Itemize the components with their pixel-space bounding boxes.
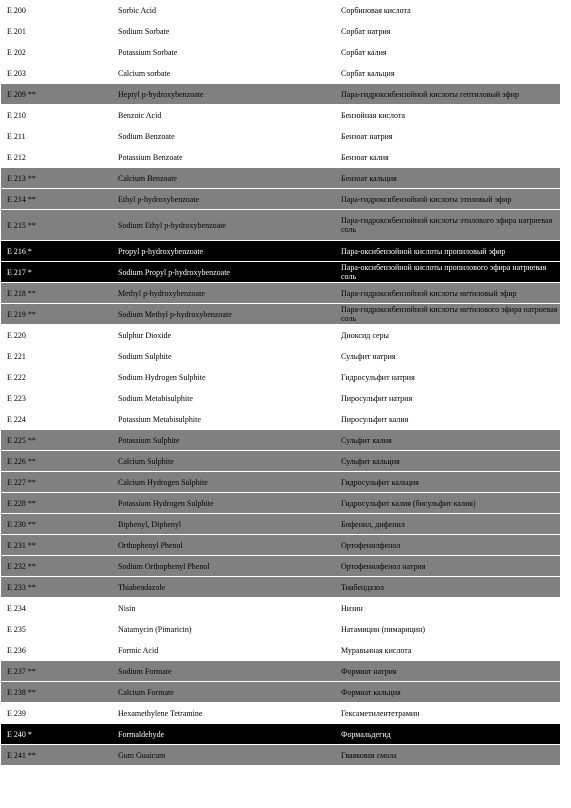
additive-name-ru-cell: Гидросульфит калия (бисульфит калия) — [335, 493, 560, 514]
additive-name-ru-cell: Пара-гидроксибензойной кислоты гептиловый эфир — [335, 84, 560, 105]
additive-code-cell: E 212 — [1, 147, 112, 168]
additive-code-cell: E 233 ** — [1, 577, 112, 598]
table-row — [1, 367, 560, 388]
additive-name-en-cell: Formic Acid — [112, 640, 335, 661]
additive-name-en-cell: Hexamethylene Tetramine — [112, 703, 335, 724]
additive-name-ru-cell: Формиат кальция — [335, 682, 560, 703]
additive-name-ru-cell: Пиросульфит натрия — [335, 388, 560, 409]
additive-name-en-cell: Benzoic Acid — [112, 105, 335, 126]
additive-name-en-cell: Ethyl p-hydroxybenzoate — [112, 189, 335, 210]
table-row — [1, 577, 560, 598]
table-row — [1, 325, 560, 346]
additive-code-cell: E 223 — [1, 388, 112, 409]
additive-name-en-cell: Potassium Sorbate — [112, 42, 335, 63]
additive-name-en-cell: Sodium Metabisulphite — [112, 388, 335, 409]
additive-code-cell: E 226 ** — [1, 451, 112, 472]
additive-name-ru-cell: Пара-гидроксибензойной кислоты метиловый эфир — [335, 283, 560, 304]
table-row — [1, 682, 560, 703]
table-row — [1, 451, 560, 472]
additive-code-cell: E 215 ** — [1, 210, 112, 241]
table-row — [1, 556, 560, 577]
additive-name-en-cell: Propyl p-hydroxybenzoate — [112, 241, 335, 262]
additive-name-en-cell: Methyl p-hydroxybenzoate — [112, 283, 335, 304]
table-row — [1, 126, 560, 147]
table-row — [1, 535, 560, 556]
additive-name-ru-cell: Гваяковая смола — [335, 745, 560, 766]
additive-name-en-cell: Biphenyl, Diphenyl — [112, 514, 335, 535]
additive-name-ru-cell: Гексаметилентетрамин — [335, 703, 560, 724]
table-row — [1, 0, 560, 21]
additive-name-ru-cell: Пара-оксибензойной кислоты пропилового эфира натриевая соль — [335, 262, 560, 283]
table-row — [1, 241, 560, 262]
table-row — [1, 430, 560, 451]
table-row — [1, 745, 560, 766]
additive-name-en-cell: Potassium Sulphite — [112, 430, 335, 451]
additive-code-cell: E 217 * — [1, 262, 112, 283]
additive-name-ru-cell: Бифенил, дифенил — [335, 514, 560, 535]
table-row — [1, 493, 560, 514]
additive-name-en-cell: Potassium Hydrogen Sulphite — [112, 493, 335, 514]
additive-code-cell: E 236 — [1, 640, 112, 661]
additive-code-cell: E 213 ** — [1, 168, 112, 189]
additive-code-cell: E 209 ** — [1, 84, 112, 105]
additive-name-ru-cell: Формальдегид — [335, 724, 560, 745]
table-row — [1, 63, 560, 84]
additive-code-cell: E 202 — [1, 42, 112, 63]
additive-name-en-cell: Natamycin (Pimaricin) — [112, 619, 335, 640]
additive-code-cell: E 222 — [1, 367, 112, 388]
additive-code-cell: E 216 * — [1, 241, 112, 262]
additive-code-cell: E 227 ** — [1, 472, 112, 493]
table-row — [1, 619, 560, 640]
table-row — [1, 168, 560, 189]
additive-code-cell: E 211 — [1, 126, 112, 147]
additive-code-cell: E 219 ** — [1, 304, 112, 325]
additive-name-ru-cell: Натамицин (пимарицин) — [335, 619, 560, 640]
additive-name-ru-cell: Сорбат натрия — [335, 21, 560, 42]
additive-code-cell: E 231 ** — [1, 535, 112, 556]
table-row — [1, 409, 560, 430]
additive-name-ru-cell: Пара-гидроксибензойной кислоты этиловый эфир — [335, 189, 560, 210]
additive-code-cell: E 210 — [1, 105, 112, 126]
additive-name-en-cell: Sodium Benzoate — [112, 126, 335, 147]
additive-code-cell: E 225 ** — [1, 430, 112, 451]
table-row — [1, 42, 560, 63]
additive-code-cell: E 240 * — [1, 724, 112, 745]
table-row — [1, 346, 560, 367]
additive-code-cell: E 237 ** — [1, 661, 112, 682]
additive-name-ru-cell: Пара-оксибензойной кислоты пропиловый эфир — [335, 241, 560, 262]
additive-name-ru-cell: Формиат натрия — [335, 661, 560, 682]
additive-name-ru-cell: Диоксид серы — [335, 325, 560, 346]
additive-code-cell: E 234 — [1, 598, 112, 619]
table-row — [1, 189, 560, 210]
additive-name-ru-cell: Бензоат калия — [335, 147, 560, 168]
additive-name-ru-cell: Гидросульфит кальция — [335, 472, 560, 493]
additive-name-ru-cell: Сорбат кальция — [335, 63, 560, 84]
additive-name-en-cell: Sodium Sulphite — [112, 346, 335, 367]
additive-name-ru-cell: Бензойная кислота — [335, 105, 560, 126]
additive-code-cell: E 218 ** — [1, 283, 112, 304]
additive-name-ru-cell: Бензоат натрия — [335, 126, 560, 147]
additive-name-en-cell: Nisin — [112, 598, 335, 619]
additive-name-en-cell: Sodium Methyl p-hydroxybenzoate — [112, 304, 335, 325]
additive-code-cell: E 214 ** — [1, 189, 112, 210]
additive-name-ru-cell: Сорбат калия — [335, 42, 560, 63]
additive-name-ru-cell: Бензоат кальция — [335, 168, 560, 189]
additive-code-cell: E 220 — [1, 325, 112, 346]
table-row — [1, 388, 560, 409]
table-row — [1, 210, 560, 241]
additive-name-ru-cell: Гидросульфит натрия — [335, 367, 560, 388]
additive-name-ru-cell: Сульфит калия — [335, 430, 560, 451]
additives-table-body — [1, 0, 560, 766]
additive-name-en-cell: Potassium Metabisulphite — [112, 409, 335, 430]
table-row — [1, 703, 560, 724]
table-row — [1, 472, 560, 493]
table-row — [1, 598, 560, 619]
additive-name-en-cell: Sodium Propyl p-hydroxybenzoate — [112, 262, 335, 283]
additive-name-ru-cell: Низин — [335, 598, 560, 619]
additive-code-cell: E 201 — [1, 21, 112, 42]
table-row — [1, 304, 560, 325]
additive-name-en-cell: Potassium Benzoate — [112, 147, 335, 168]
additive-name-en-cell: Calcium sorbate — [112, 63, 335, 84]
additive-name-en-cell: Calcium Sulphite — [112, 451, 335, 472]
additive-code-cell: E 241 ** — [1, 745, 112, 766]
table-row — [1, 283, 560, 304]
additive-name-en-cell: Sodium Ethyl p-hydroxybenzoate — [112, 210, 335, 241]
additive-code-cell: E 221 — [1, 346, 112, 367]
additive-code-cell: E 224 — [1, 409, 112, 430]
additive-name-ru-cell: Тиабендазол — [335, 577, 560, 598]
additive-name-en-cell: Sodium Sorbate — [112, 21, 335, 42]
additive-name-en-cell: Thiabendazole — [112, 577, 335, 598]
table-row — [1, 514, 560, 535]
additive-name-en-cell: Orthophenyl Phenol — [112, 535, 335, 556]
additive-name-ru-cell: Пара-гидроксибензойной кислоты метилового эфира натриевая соль — [335, 304, 560, 325]
additive-name-ru-cell: Сульфит кальция — [335, 451, 560, 472]
additive-name-en-cell: Sodium Hydrogen Sulphite — [112, 367, 335, 388]
additive-code-cell: E 200 — [1, 0, 112, 21]
additive-name-en-cell: Calcium Hydrogen Sulphite — [112, 472, 335, 493]
additive-name-ru-cell: Муравьиная кислота — [335, 640, 560, 661]
additive-code-cell: E 228 ** — [1, 493, 112, 514]
table-row — [1, 724, 560, 745]
additive-name-ru-cell: Сорбиновая кислота — [335, 0, 560, 21]
table-row — [1, 262, 560, 283]
additive-name-en-cell: Calcium Benzoate — [112, 168, 335, 189]
table-row — [1, 105, 560, 126]
additive-name-en-cell: Sorbic Acid — [112, 0, 335, 21]
additive-code-cell: E 203 — [1, 63, 112, 84]
table-row — [1, 21, 560, 42]
table-row — [1, 147, 560, 168]
additive-name-en-cell: Sodium Formate — [112, 661, 335, 682]
additive-name-en-cell: Heptyl p-hydroxybenzoate — [112, 84, 335, 105]
additive-name-ru-cell: Пара-гидроксибензойной кислоты этилового эфира натриевая соль — [335, 210, 560, 241]
additive-name-ru-cell: Ортофенилфенол — [335, 535, 560, 556]
table-row — [1, 661, 560, 682]
additive-code-cell: E 230 ** — [1, 514, 112, 535]
table-row — [1, 640, 560, 661]
additives-table — [1, 0, 560, 766]
additive-name-en-cell: Formaldehyde — [112, 724, 335, 745]
additive-name-ru-cell: Пиросульфит калия — [335, 409, 560, 430]
additive-code-cell: E 239 — [1, 703, 112, 724]
additive-name-ru-cell: Сульфит натрия — [335, 346, 560, 367]
additive-name-ru-cell: Ортофенилфенол натрия — [335, 556, 560, 577]
additive-name-en-cell: Sodium Orthophenyl Phenol — [112, 556, 335, 577]
additive-code-cell: E 235 — [1, 619, 112, 640]
additive-name-en-cell: Sulphur Dioxide — [112, 325, 335, 346]
additive-name-en-cell: Gum Guaicum — [112, 745, 335, 766]
additive-name-en-cell: Calcium Formate — [112, 682, 335, 703]
additive-code-cell: E 238 ** — [1, 682, 112, 703]
table-row — [1, 84, 560, 105]
additive-code-cell: E 232 ** — [1, 556, 112, 577]
